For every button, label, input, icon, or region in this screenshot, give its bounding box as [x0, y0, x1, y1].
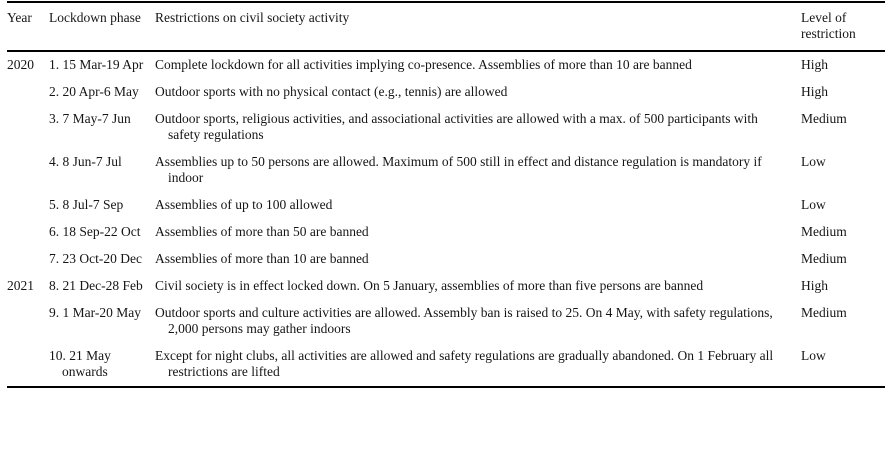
- phase-cell: 8. 21 Dec-28 Feb: [49, 278, 143, 293]
- phase-cell: 3. 7 May-7 Jun: [49, 111, 131, 126]
- phase-cell: 4. 8 Jun-7 Jul: [49, 154, 122, 169]
- year-cell: [7, 300, 49, 343]
- year-cell: 2021: [7, 278, 34, 293]
- phase-cell: 7. 23 Oct-20 Dec: [49, 251, 142, 266]
- header-year: Year: [7, 10, 32, 25]
- year-cell: [7, 219, 49, 246]
- header-level: Level of restriction: [801, 10, 856, 41]
- level-cell: Medium: [801, 305, 847, 320]
- level-cell: High: [801, 57, 828, 72]
- level-cell: Medium: [801, 224, 847, 239]
- table-row: [7, 79, 885, 106]
- restrictions-cell: Civil society is in effect locked down. On 5 January, assemblies of more than five persons are banned: [155, 278, 704, 293]
- year-cell: [7, 246, 49, 273]
- table-row: [7, 51, 885, 79]
- restrictions-cell: Except for night clubs, all activities are allowed and safety regulations are gradually abandoned. On 1 February all restrictions are lifted: [155, 348, 774, 379]
- level-cell: Medium: [801, 111, 847, 126]
- level-cell: Medium: [801, 251, 847, 266]
- restrictions-cell: Outdoor sports and culture activities are allowed. Assembly ban is raised to 25. On 4 May, with safety regulations, 2,000 persons may gather indoors: [155, 305, 773, 336]
- restrictions-cell: Assemblies of more than 50 are banned: [155, 224, 369, 239]
- year-cell: [7, 343, 49, 387]
- phase-cell: 2. 20 Apr-6 May: [49, 84, 139, 99]
- phase-cell: 5. 8 Jul-7 Sep: [49, 197, 124, 212]
- phase-cell: 1. 15 Mar-19 Apr: [49, 57, 144, 72]
- phase-cell: 9. 1 Mar-20 May: [49, 305, 141, 320]
- restrictions-cell: Outdoor sports, religious activities, and associational activities are allowed with a max. of 500 participants with safety regulations: [155, 111, 758, 142]
- restrictions-cell: Assemblies up to 50 persons are allowed. Maximum of 500 still in effect and distance regulation is mandatory if indoor: [155, 154, 762, 185]
- level-cell: Low: [801, 348, 826, 363]
- header-restrictions: Restrictions on civil society activity: [155, 10, 350, 25]
- year-cell: [7, 79, 49, 106]
- table-row: [7, 192, 885, 219]
- year-cell: 2020: [7, 57, 34, 72]
- restrictions-cell: Outdoor sports with no physical contact (e.g., tennis) are allowed: [155, 84, 508, 99]
- table-header: [7, 2, 885, 51]
- level-cell: Low: [801, 197, 826, 212]
- year-cell: [7, 106, 49, 149]
- header-row: [7, 2, 885, 51]
- phase-cell: 10. 21 May onwards: [49, 348, 111, 379]
- restrictions-cell: Assemblies of more than 10 are banned: [155, 251, 369, 266]
- level-cell: High: [801, 84, 828, 99]
- table-row: [7, 273, 885, 300]
- lockdown-phases-table: [7, 1, 885, 388]
- year-cell: [7, 149, 49, 192]
- table-row: [7, 246, 885, 273]
- table-row: [7, 343, 885, 387]
- table-row: [7, 300, 885, 343]
- header-lockdown-phase: Lockdown phase: [49, 10, 141, 25]
- table-row: [7, 149, 885, 192]
- restrictions-cell: Complete lockdown for all activities implying co-presence. Assemblies of more than 10 are banned: [155, 57, 692, 72]
- restrictions-cell: Assemblies of up to 100 allowed: [155, 197, 333, 212]
- level-cell: Low: [801, 154, 826, 169]
- table-row: [7, 106, 885, 149]
- table-body: [7, 51, 885, 387]
- year-cell: [7, 192, 49, 219]
- phase-cell: 6. 18 Sep-22 Oct: [49, 224, 141, 239]
- level-cell: High: [801, 278, 828, 293]
- table-row: [7, 219, 885, 246]
